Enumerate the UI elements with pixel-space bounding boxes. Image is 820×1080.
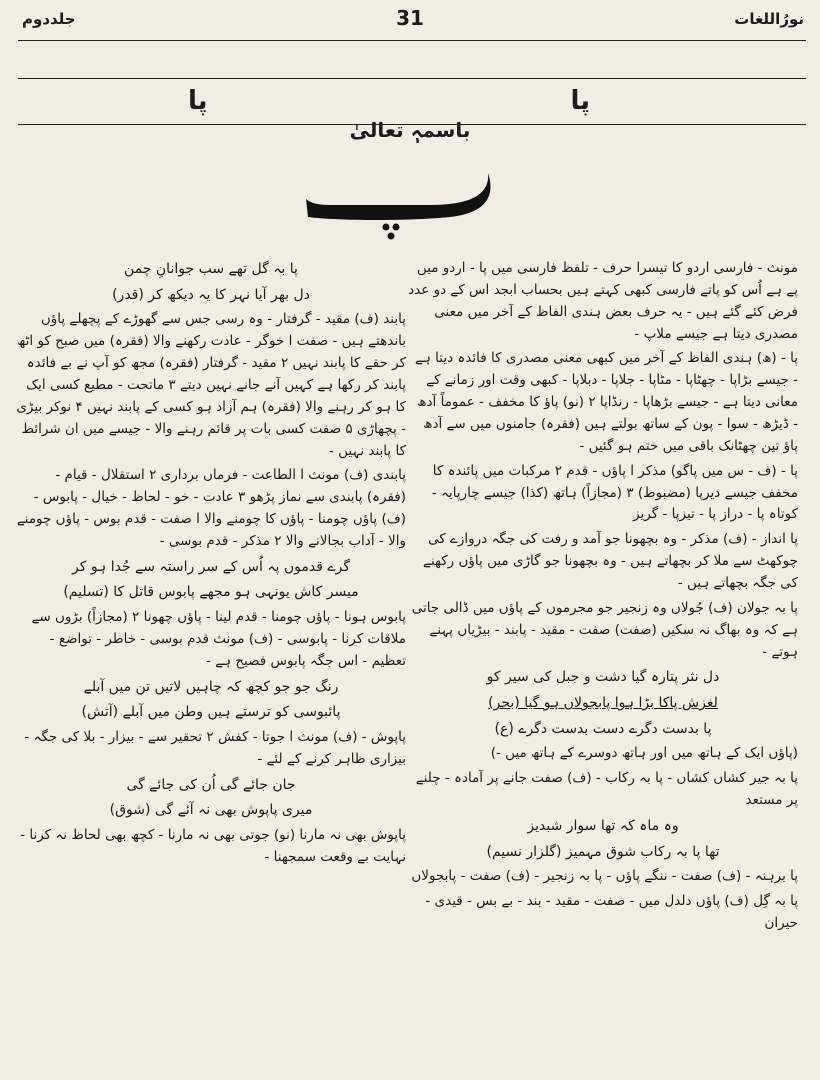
- entry-pa-persian: پا - (ف - س میں پاگو) مذکر ا پاؤں - قدم ۲ مرکبات میں پائندہ کا مخفف جیسے دیرپا (مضبوط) ۳ (مجازاً) ہاتھ (کذا) جیسے چارپایہ - کوتاہ پا - دراز پا - تیزپا - گریز: [431, 462, 798, 523]
- entry-pa-ba-gil: پا بہ گِل (ف) پاؤں دلدل میں - صفت - مقید - بند - بے بس - قیدی - حیران: [425, 893, 798, 932]
- guide-word-right: پا: [570, 86, 590, 116]
- book-title: نورُاللغات: [734, 10, 804, 28]
- entry-paposh-na-marna: پاپوش بھی نہ مارنا (نو) جوتی بھی نہ مارنا - کچھ بھی لحاظ نہ کرنا - نہایت بے وقعت سمجھنا -: [20, 827, 406, 865]
- gloss-line: (پاؤں ایک کے ہاتھ میں اور ہاتھ دوسرے کے ہاتھ میں -): [490, 745, 798, 762]
- entry-paband: پابند (ف) مقید - گرفتار - وہ رسی جس سے گھوڑے کے پچھلے پاؤں باندھتے ہیں - صفت ا خوگر - عادت رکھنے والا (فقرہ) میں صبح کو اٹھ کر حقے کا پابند نہیں ۲ مقید - گرفتار (فقرہ) مجھ کو آپ نے بے فائدہ پابند کر رکھا ہے کہیں آنے جانے نہیں دیتے ۳ ماتحت - مطیع کسی ایک کا ہو کر رہنے والا (فقرہ) ہم آزاد ہو کسی کے پابند نہیں ۴ نوکر بیڑی - پچھاڑی ۵ صفت کسی بات پر قائم رہنے والا - جیسے میں ان شرائط کا پابند نہیں -: [16, 311, 406, 459]
- entry-paposh: پاپوش - (ف) مونث ا جوتا - کفش ۲ تحقیر سے - بیزار - بلا کی جگہ - بیزاری ظاہر کرنے کے لئے -: [24, 729, 406, 767]
- entry-pabandi: پابندی (ف) مونث ا الطاعت - فرماں برداری ۲ استقلال - قیام - (فقرہ) پابندی سے نماز پڑھو ۳ عادت - خو - لحاظ - خیال - پابوس - (ف) پاؤں چومنا - پاؤں کا چومنے والا ا صفت - قدم بوس - پاؤں چومنے والا - آداب بجالانے والا ۲ مذکر - قدم بوسی -: [16, 467, 406, 549]
- verse-line: پا بدست دگرے دست بدست دگرے (ع): [494, 720, 712, 737]
- entry-pa-barahna: پا برہنہ - (ف) صفت - ننگے پاؤں - پا بہ زنجیر - (ف) صفت - پابجولاں: [411, 868, 798, 885]
- verse-line: تھا پا بہ رکاب شوق مہمیز (گلزار نسیم): [486, 843, 720, 860]
- verse-line: دل نثر پتارہ گیا دشت و جبل کی سیر کو: [486, 669, 720, 686]
- right-column: [408, 258, 798, 938]
- entry-pa-andaz: پا انداز - (ف) مذکر - وہ بچھونا جو آمد و رفت کی جگہ دروازے کی چوکھٹ سے ملا کر بچھاتے ہیں - وہ بچھونا جو گاڑی میں پاؤں رکھنے کی جگہ بچھاتے ہیں -: [423, 531, 798, 592]
- verse-line: گرے قدموں پہ اُس کے سر راستہ سے جُدا ہو کر: [71, 558, 350, 575]
- verse-line: پائبوسی کو ترستے ہیں وطن میں آبلے (آتش): [81, 704, 341, 721]
- verse-line: میری پاپوش بھی نہ آئے گی (شوق): [109, 802, 313, 819]
- verse-line: وہ ماہ کہ تھا سوار شبدیز: [527, 818, 679, 835]
- verse-line: دل بھر آیا نہر کا یہ دیکھ کر (قدر): [112, 286, 310, 303]
- entry-pabos-hona: پابوس ہونا - پاؤں چومنا - قدم لینا - پاؤں چھونا ۲ (مجازاً) بڑوں سے ملاقات کرنا - پابوسی - (ف) مونث قدم بوسی - خاطر - تواضع - تعظیم - اس جگہ پابوس فصیح ہے -: [31, 609, 406, 669]
- entry-pa-hindi: پا - (ھ) ہندی الفاظ کے آخر میں کبھی معنی مصدری کا فائدہ دیتا ہے - جیسے بڑاپا - چھٹاپا - مٹاپا - جلاپا - دبلاپا - کبھی وقت اور زمانے کے معانی دیتا ہے - جیسے بڑھاپا - رنڈاپا ۲ (نو) پاؤ کا مخفف - عموماً آدھ - ڈیڑھ - سوا - پون کے ساتھ بولتے ہیں (فقرہ) جامنوں میں سے آدھ پاؤ تین چھٹانک باقی میں ختم ہو گئیں -: [415, 350, 798, 454]
- verse-line: پا بہ گل تھے سب جوانانِ چمن: [124, 261, 298, 277]
- volume-label: جلددوم: [22, 10, 76, 28]
- verse-line: جان جائے گی اُن کی جائے گی: [126, 776, 296, 793]
- header-rule-top: [18, 40, 806, 41]
- letter-pe-calligraphy: [300, 165, 500, 241]
- bismillah-heading: باسمہٖ تعالیٰ: [349, 118, 471, 142]
- verse-line: میسر کاش یونہی ہو مجھے پابوس قاتل کا (تسلیم): [63, 584, 359, 601]
- verse-line: لغزش پاکا بڑا ہوا پابجولاں ہو گیا (بحر): [488, 695, 718, 712]
- header-rule-mid: [18, 78, 806, 79]
- entry-pa-ba-jolan: پا بہ جولان (ف) جُولاں وہ زنجیر جو مجرموں کے پاؤں میں ڈالی جاتی ہے کہ وہ بھاگ نہ سکیں (صفت) صفت - مقید - پابند - بیڑیاں پہنے ہوتے -: [411, 599, 798, 660]
- guide-word-left: پا: [188, 86, 208, 116]
- page-number: 31: [396, 6, 424, 30]
- entry-pa-ba-rikab: پا بہ جیر کشاں کشاں - پا بہ رکاب - (ف) صفت جانے پر آمادہ - چلنے پر مستعد: [415, 770, 798, 809]
- verse-line: رنگ جو جو کچھ کہ چاہیں لاتیں تن میں آبلے: [83, 678, 339, 695]
- left-column: [16, 258, 406, 872]
- entry-pe-letter: مونث - فارسی اردو کا تیسرا حرف - تلفظ فارسی میں پا - اردو میں پے ہے اُس کو پاتے فارسی کبھی کہتے ہیں بحساب ابجد اس کے دو عدد فرض کئے گئے ہیں - یہ حرف بعض ہندی الفاظ کے آخر میں معنی مصدری دیتا ہے جیسے ملاپ -: [408, 260, 798, 342]
